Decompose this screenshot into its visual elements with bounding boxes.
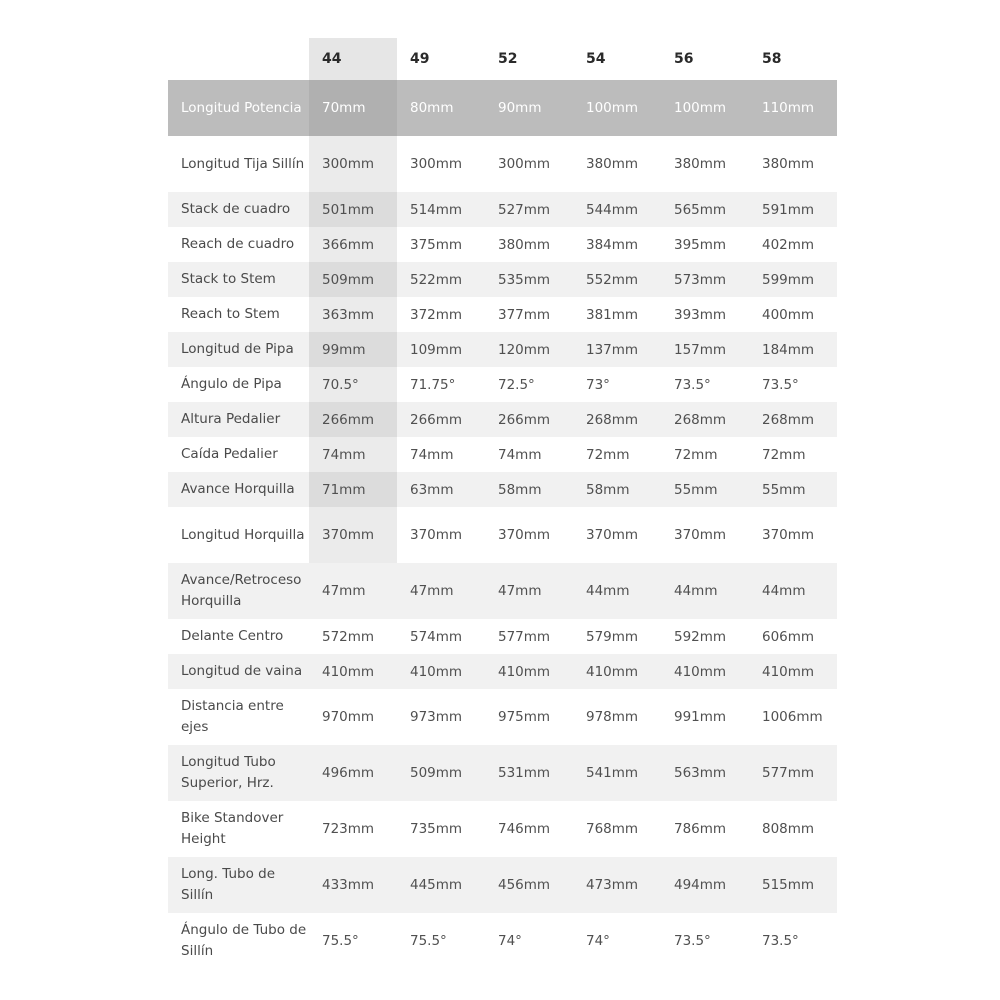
- size-header: 44: [309, 38, 397, 80]
- table-cell: 380mm: [573, 136, 661, 192]
- table-cell: 380mm: [661, 136, 749, 192]
- table-cell: 370mm: [573, 507, 661, 563]
- table-cell: 370mm: [485, 507, 573, 563]
- table-cell: 599mm: [749, 262, 837, 297]
- row-label: Bike Standover Height: [168, 801, 309, 857]
- table-cell: 563mm: [661, 745, 749, 801]
- table-cell: 509mm: [397, 745, 485, 801]
- table-cell: 110mm: [749, 80, 837, 136]
- row-label: Avance Horquilla: [168, 472, 309, 507]
- table-cell: 377mm: [485, 297, 573, 332]
- table-cell: 535mm: [485, 262, 573, 297]
- row-label: Ángulo de Pipa: [168, 367, 309, 402]
- row-label: Ángulo de Tubo de Sillín: [168, 913, 309, 969]
- table-cell: 402mm: [749, 227, 837, 262]
- table-cell: 55mm: [749, 472, 837, 507]
- table-row: [168, 367, 837, 402]
- row-label: Reach de cuadro: [168, 227, 309, 262]
- size-header: 52: [485, 38, 573, 80]
- row-label: Longitud de Pipa: [168, 332, 309, 367]
- table-row: [168, 227, 837, 262]
- table-cell: 71mm: [309, 472, 397, 507]
- table-cell: 70mm: [309, 80, 397, 136]
- table-cell: 400mm: [749, 297, 837, 332]
- row-label: Longitud Horquilla: [168, 507, 309, 563]
- row-label: Longitud Tubo Superior, Hrz.: [168, 745, 309, 801]
- table-row: [168, 136, 837, 192]
- table-cell: 370mm: [749, 507, 837, 563]
- table-cell: 514mm: [397, 192, 485, 227]
- row-label: Longitud Potencia: [168, 80, 309, 136]
- table-cell: 591mm: [749, 192, 837, 227]
- table-cell: 975mm: [485, 689, 573, 745]
- table-cell: 73.5°: [661, 367, 749, 402]
- row-label: Distancia entre ejes: [168, 689, 309, 745]
- table-cell: 522mm: [397, 262, 485, 297]
- table-cell: 44mm: [749, 563, 837, 619]
- table-row: [168, 507, 837, 563]
- table-cell: 366mm: [309, 227, 397, 262]
- size-header: 54: [573, 38, 661, 80]
- header-row: [168, 38, 837, 80]
- row-label: Delante Centro: [168, 619, 309, 654]
- table-cell: 268mm: [661, 402, 749, 437]
- row-label: Longitud Tija Sillín: [168, 136, 309, 192]
- table-cell: 973mm: [397, 689, 485, 745]
- table-cell: 74mm: [397, 437, 485, 472]
- table-cell: 991mm: [661, 689, 749, 745]
- table-cell: 501mm: [309, 192, 397, 227]
- table-cell: 99mm: [309, 332, 397, 367]
- table-row: [168, 80, 837, 136]
- table-row: [168, 402, 837, 437]
- table-cell: 606mm: [749, 619, 837, 654]
- table-cell: 100mm: [573, 80, 661, 136]
- table-cell: 410mm: [485, 654, 573, 689]
- table-row: [168, 262, 837, 297]
- header-corner: [168, 38, 309, 80]
- table-cell: 384mm: [573, 227, 661, 262]
- table-cell: 58mm: [573, 472, 661, 507]
- table-cell: 768mm: [573, 801, 661, 857]
- table-cell: 970mm: [309, 689, 397, 745]
- table-cell: 375mm: [397, 227, 485, 262]
- table-cell: 381mm: [573, 297, 661, 332]
- table-cell: 552mm: [573, 262, 661, 297]
- table-cell: 74°: [485, 913, 573, 969]
- table-cell: 577mm: [749, 745, 837, 801]
- table-cell: 572mm: [309, 619, 397, 654]
- table-cell: 268mm: [749, 402, 837, 437]
- row-label: Stack to Stem: [168, 262, 309, 297]
- table-row: [168, 563, 837, 619]
- size-header: 58: [749, 38, 837, 80]
- table-cell: 74mm: [309, 437, 397, 472]
- table-cell: 723mm: [309, 801, 397, 857]
- table-cell: 592mm: [661, 619, 749, 654]
- row-label: Avance/Retroceso Horquilla: [168, 563, 309, 619]
- geometry-table: [168, 38, 837, 969]
- table-cell: 410mm: [309, 654, 397, 689]
- table-cell: 410mm: [661, 654, 749, 689]
- table-cell: 410mm: [397, 654, 485, 689]
- table-cell: 47mm: [309, 563, 397, 619]
- table-row: [168, 332, 837, 367]
- table-cell: 72mm: [749, 437, 837, 472]
- size-header: 49: [397, 38, 485, 80]
- table-cell: 410mm: [749, 654, 837, 689]
- table-cell: 473mm: [573, 857, 661, 913]
- table-cell: 372mm: [397, 297, 485, 332]
- table-cell: 268mm: [573, 402, 661, 437]
- table-cell: 75.5°: [397, 913, 485, 969]
- table-cell: 266mm: [309, 402, 397, 437]
- table-cell: 266mm: [485, 402, 573, 437]
- table-cell: 1006mm: [749, 689, 837, 745]
- table-cell: 746mm: [485, 801, 573, 857]
- table-cell: 75.5°: [309, 913, 397, 969]
- table-cell: 735mm: [397, 801, 485, 857]
- table-cell: 90mm: [485, 80, 573, 136]
- table-cell: 445mm: [397, 857, 485, 913]
- table-cell: 100mm: [661, 80, 749, 136]
- table-cell: 184mm: [749, 332, 837, 367]
- row-label: Altura Pedalier: [168, 402, 309, 437]
- table-row: [168, 437, 837, 472]
- table-cell: 300mm: [309, 136, 397, 192]
- table-cell: 577mm: [485, 619, 573, 654]
- table-cell: 494mm: [661, 857, 749, 913]
- table-row: [168, 619, 837, 654]
- table-cell: 72mm: [573, 437, 661, 472]
- table-cell: 44mm: [661, 563, 749, 619]
- row-label: Longitud de vaina: [168, 654, 309, 689]
- table-cell: 574mm: [397, 619, 485, 654]
- table-cell: 44mm: [573, 563, 661, 619]
- table-cell: 456mm: [485, 857, 573, 913]
- table-cell: 380mm: [749, 136, 837, 192]
- row-label: Reach to Stem: [168, 297, 309, 332]
- table-cell: 393mm: [661, 297, 749, 332]
- table-row: [168, 857, 837, 913]
- table-cell: 370mm: [397, 507, 485, 563]
- table-cell: 573mm: [661, 262, 749, 297]
- table-row: [168, 689, 837, 745]
- table-cell: 74°: [573, 913, 661, 969]
- table-row: [168, 913, 837, 969]
- table-cell: 137mm: [573, 332, 661, 367]
- table-cell: 109mm: [397, 332, 485, 367]
- table-cell: 266mm: [397, 402, 485, 437]
- table-cell: 808mm: [749, 801, 837, 857]
- table-cell: 70.5°: [309, 367, 397, 402]
- table-cell: 786mm: [661, 801, 749, 857]
- table-cell: 380mm: [485, 227, 573, 262]
- table-cell: 496mm: [309, 745, 397, 801]
- table-cell: 363mm: [309, 297, 397, 332]
- row-label: Caída Pedalier: [168, 437, 309, 472]
- table-cell: 73°: [573, 367, 661, 402]
- table-row: [168, 745, 837, 801]
- table-cell: 55mm: [661, 472, 749, 507]
- row-label: Long. Tubo de Sillín: [168, 857, 309, 913]
- table-row: [168, 297, 837, 332]
- table-cell: 978mm: [573, 689, 661, 745]
- table-cell: 73.5°: [749, 913, 837, 969]
- table-cell: 47mm: [485, 563, 573, 619]
- table-cell: 80mm: [397, 80, 485, 136]
- table-cell: 73.5°: [661, 913, 749, 969]
- table-cell: 370mm: [661, 507, 749, 563]
- table-cell: 58mm: [485, 472, 573, 507]
- table-cell: 72mm: [661, 437, 749, 472]
- table-cell: 579mm: [573, 619, 661, 654]
- table-cell: 515mm: [749, 857, 837, 913]
- table-cell: 73.5°: [749, 367, 837, 402]
- size-header: 56: [661, 38, 749, 80]
- table-cell: 120mm: [485, 332, 573, 367]
- table-cell: 509mm: [309, 262, 397, 297]
- table-cell: 300mm: [397, 136, 485, 192]
- table-cell: 565mm: [661, 192, 749, 227]
- table-row: [168, 654, 837, 689]
- table-cell: 72.5°: [485, 367, 573, 402]
- table-cell: 63mm: [397, 472, 485, 507]
- table-row: [168, 192, 837, 227]
- table-cell: 544mm: [573, 192, 661, 227]
- table-cell: 157mm: [661, 332, 749, 367]
- table-cell: 370mm: [309, 507, 397, 563]
- table-cell: 395mm: [661, 227, 749, 262]
- table-cell: 71.75°: [397, 367, 485, 402]
- row-label: Stack de cuadro: [168, 192, 309, 227]
- table-row: [168, 801, 837, 857]
- table-row: [168, 472, 837, 507]
- table-cell: 527mm: [485, 192, 573, 227]
- table-cell: 47mm: [397, 563, 485, 619]
- table-cell: 74mm: [485, 437, 573, 472]
- table-cell: 541mm: [573, 745, 661, 801]
- table-cell: 300mm: [485, 136, 573, 192]
- table-cell: 410mm: [573, 654, 661, 689]
- table-cell: 433mm: [309, 857, 397, 913]
- table-cell: 531mm: [485, 745, 573, 801]
